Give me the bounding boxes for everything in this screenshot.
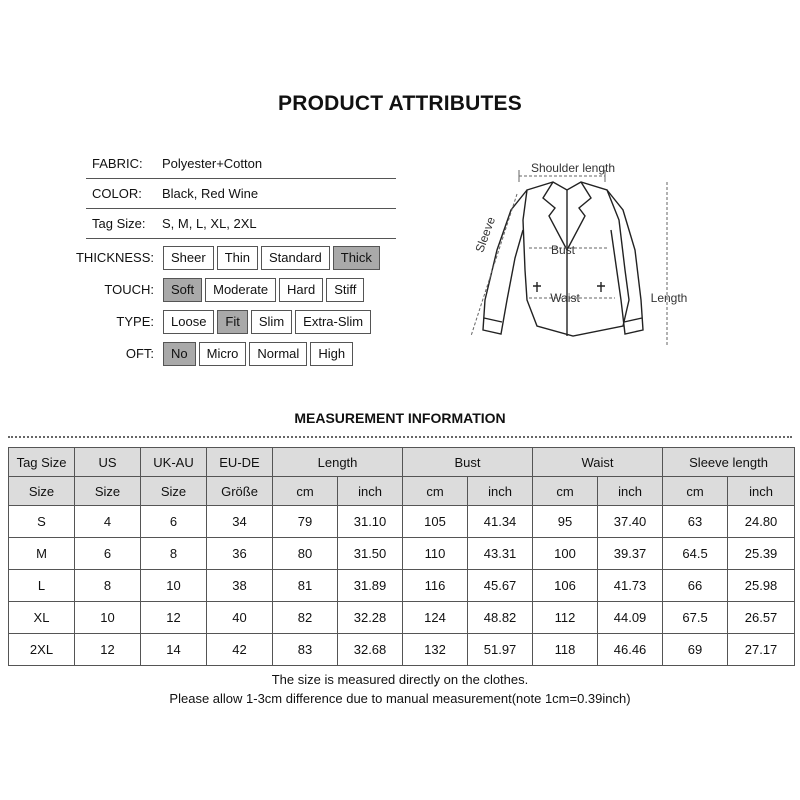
table-header-row bbox=[9, 448, 795, 477]
table-header-cell: Size bbox=[75, 477, 141, 506]
note-measured: The size is measured directly on the clothes. bbox=[271, 672, 529, 687]
table-header-cell: inch bbox=[468, 477, 533, 506]
table-header-cell: Sleeve length bbox=[663, 448, 795, 477]
oft-label: OFT: bbox=[125, 346, 154, 361]
attr-fabric-label: FABRIC: bbox=[92, 156, 143, 171]
attr-color-label: COLOR: bbox=[92, 186, 142, 201]
table-header-cell: Length bbox=[273, 448, 403, 477]
table-cell: 8 bbox=[141, 538, 207, 570]
sleeve-label: Sleeve bbox=[472, 214, 499, 255]
table-cell: 100 bbox=[533, 538, 598, 570]
type-option-fit[interactable]: Fit bbox=[217, 310, 247, 334]
table-cell: 26.57 bbox=[728, 602, 795, 634]
oft-option-high[interactable]: High bbox=[310, 342, 353, 366]
table-cell: 25.98 bbox=[728, 570, 795, 602]
table-cell: 82 bbox=[273, 602, 338, 634]
dotted-divider bbox=[8, 436, 792, 438]
table-row bbox=[9, 506, 795, 538]
table-cell: S bbox=[9, 506, 75, 538]
table-cell: 112 bbox=[533, 602, 598, 634]
table-header-cell: Waist bbox=[533, 448, 663, 477]
table-cell: 10 bbox=[75, 602, 141, 634]
table-header-cell: inch bbox=[338, 477, 403, 506]
table-header-cell: Bust bbox=[403, 448, 533, 477]
oft-option-no[interactable]: No bbox=[163, 342, 196, 366]
waist-label: Waist bbox=[550, 291, 580, 305]
table-header-cell: Größe bbox=[207, 477, 273, 506]
table-header-cell: Size bbox=[9, 477, 75, 506]
table-cell: 31.89 bbox=[338, 570, 403, 602]
table-cell: 48.82 bbox=[468, 602, 533, 634]
table-cell: 34 bbox=[207, 506, 273, 538]
table-cell: M bbox=[9, 538, 75, 570]
attr-tag-size bbox=[86, 208, 396, 239]
table-header-cell: inch bbox=[598, 477, 663, 506]
table-row bbox=[9, 570, 795, 602]
table-header-cell: UK-AU bbox=[141, 448, 207, 477]
table-header-cell: cm bbox=[273, 477, 338, 506]
attr-fabric-value: Polyester+Cotton bbox=[162, 156, 263, 171]
table-cell: 95 bbox=[533, 506, 598, 538]
table-header-cell: EU-DE bbox=[207, 448, 273, 477]
touch-option-soft[interactable]: Soft bbox=[163, 278, 202, 302]
type-option-slim[interactable]: Slim bbox=[251, 310, 292, 334]
table-cell: 4 bbox=[75, 506, 141, 538]
type-label: TYPE: bbox=[116, 314, 154, 329]
thickness-option-standard[interactable]: Standard bbox=[261, 246, 330, 270]
table-cell: 10 bbox=[141, 570, 207, 602]
table-cell: 2XL bbox=[9, 634, 75, 666]
table-subheader-row bbox=[9, 477, 795, 506]
table-cell: 124 bbox=[403, 602, 468, 634]
table-cell: 106 bbox=[533, 570, 598, 602]
table-cell: 24.80 bbox=[728, 506, 795, 538]
table-cell: 69 bbox=[663, 634, 728, 666]
table-cell: 132 bbox=[403, 634, 468, 666]
page-title: PRODUCT ATTRIBUTES bbox=[278, 92, 522, 115]
table-cell: 83 bbox=[273, 634, 338, 666]
table-cell: 31.50 bbox=[338, 538, 403, 570]
table-cell: 41.73 bbox=[598, 570, 663, 602]
table-row bbox=[9, 538, 795, 570]
table-cell: 37.40 bbox=[598, 506, 663, 538]
oft-option-micro[interactable]: Micro bbox=[199, 342, 247, 366]
table-cell: 44.09 bbox=[598, 602, 663, 634]
table-row bbox=[9, 602, 795, 634]
oft-option-normal[interactable]: Normal bbox=[249, 342, 307, 366]
table-cell: 25.39 bbox=[728, 538, 795, 570]
table-row bbox=[9, 634, 795, 666]
measurement-table bbox=[8, 447, 795, 666]
thickness-label: THICKNESS: bbox=[75, 250, 154, 265]
touch-option-moderate[interactable]: Moderate bbox=[205, 278, 276, 302]
table-header-cell: Size bbox=[141, 477, 207, 506]
table-cell: 43.31 bbox=[468, 538, 533, 570]
table-cell: 36 bbox=[207, 538, 273, 570]
table-cell: 38 bbox=[207, 570, 273, 602]
touch-option-hard[interactable]: Hard bbox=[279, 278, 323, 302]
thickness-option-thick[interactable]: Thick bbox=[333, 246, 380, 270]
shoulder-length-label: Shoulder length bbox=[530, 161, 616, 175]
table-header-cell: cm bbox=[663, 477, 728, 506]
attr-tag-size-label: Tag Size: bbox=[92, 216, 146, 231]
table-cell: 118 bbox=[533, 634, 598, 666]
jacket-outline bbox=[483, 182, 643, 336]
note-difference: Please allow 1-3cm difference due to manual measurement(note 1cm=0.39inch) bbox=[169, 691, 631, 706]
table-cell: 42 bbox=[207, 634, 273, 666]
table-cell: 6 bbox=[141, 506, 207, 538]
table-cell: 80 bbox=[273, 538, 338, 570]
thickness-option-sheer[interactable]: Sheer bbox=[163, 246, 214, 270]
table-cell: 66 bbox=[663, 570, 728, 602]
jacket-measurement-diagram bbox=[455, 150, 715, 360]
table-cell: 39.37 bbox=[598, 538, 663, 570]
table-header-cell: Tag Size bbox=[9, 448, 75, 477]
table-cell: 27.17 bbox=[728, 634, 795, 666]
table-cell: 105 bbox=[403, 506, 468, 538]
table-cell: 6 bbox=[75, 538, 141, 570]
table-cell: 8 bbox=[75, 570, 141, 602]
table-cell: 12 bbox=[141, 602, 207, 634]
attr-tag-size-value: S, M, L, XL, 2XL bbox=[162, 216, 257, 231]
attr-color-value: Black, Red Wine bbox=[162, 186, 259, 201]
table-header-cell: inch bbox=[728, 477, 795, 506]
attr-fabric bbox=[86, 148, 396, 179]
table-cell: XL bbox=[9, 602, 75, 634]
table-cell: 45.67 bbox=[468, 570, 533, 602]
table-cell: L bbox=[9, 570, 75, 602]
table-cell: 41.34 bbox=[468, 506, 533, 538]
table-cell: 81 bbox=[273, 570, 338, 602]
table-cell: 40 bbox=[207, 602, 273, 634]
bust-label: Bust bbox=[550, 243, 576, 257]
table-header-cell: US bbox=[75, 448, 141, 477]
table-header-cell: cm bbox=[533, 477, 598, 506]
type-option-extra-slim[interactable]: Extra-Slim bbox=[295, 310, 371, 334]
table-cell: 79 bbox=[273, 506, 338, 538]
table-cell: 116 bbox=[403, 570, 468, 602]
thickness-option-thin[interactable]: Thin bbox=[217, 246, 258, 270]
table-cell: 32.28 bbox=[338, 602, 403, 634]
table-cell: 31.10 bbox=[338, 506, 403, 538]
touch-label: TOUCH: bbox=[104, 282, 154, 297]
table-cell: 46.46 bbox=[598, 634, 663, 666]
table-cell: 64.5 bbox=[663, 538, 728, 570]
table-header-cell: cm bbox=[403, 477, 468, 506]
table-cell: 110 bbox=[403, 538, 468, 570]
table-cell: 67.5 bbox=[663, 602, 728, 634]
table-cell: 32.68 bbox=[338, 634, 403, 666]
table-cell: 63 bbox=[663, 506, 728, 538]
length-label: Length bbox=[650, 291, 688, 305]
table-cell: 12 bbox=[75, 634, 141, 666]
type-option-loose[interactable]: Loose bbox=[163, 310, 214, 334]
measurement-title: MEASUREMENT INFORMATION bbox=[294, 410, 506, 426]
table-cell: 14 bbox=[141, 634, 207, 666]
attr-color bbox=[86, 178, 396, 209]
table-cell: 51.97 bbox=[468, 634, 533, 666]
touch-option-stiff[interactable]: Stiff bbox=[326, 278, 364, 302]
